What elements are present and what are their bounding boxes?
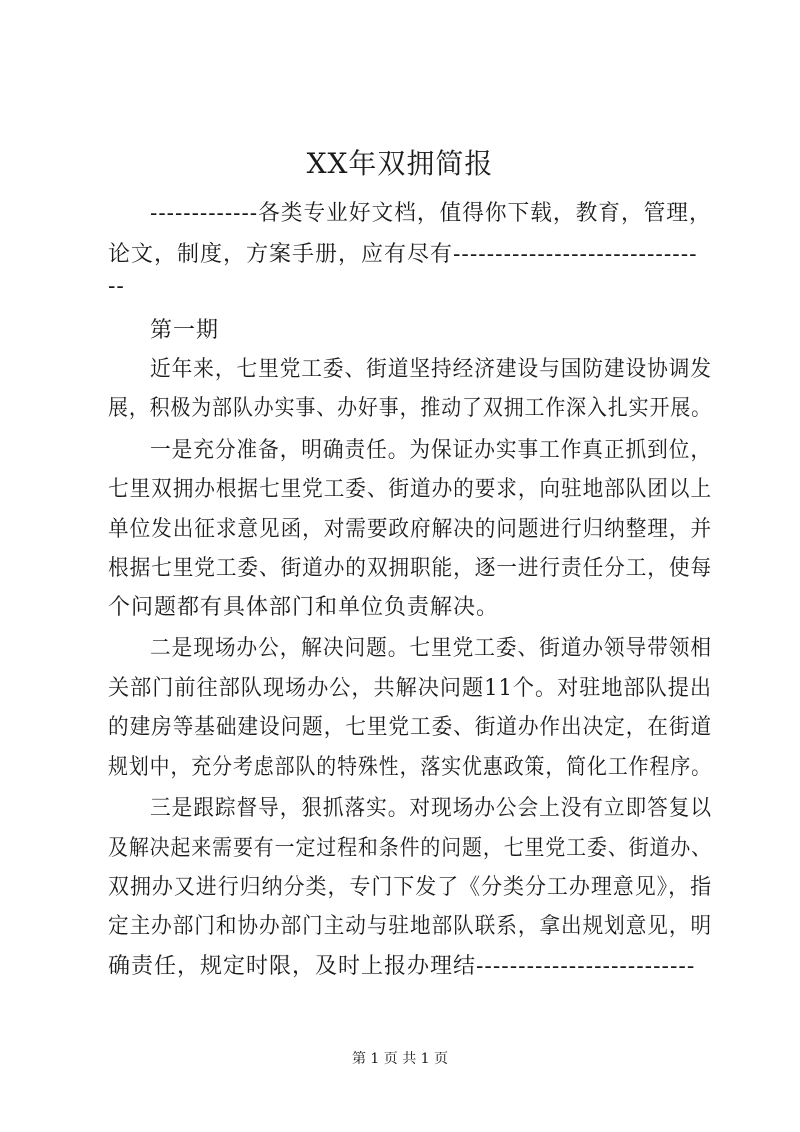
text-line: 定主办部门和协办部门主动与驻地部队联系，拿出规划意见，明 [108,914,713,939]
document-title: XX年双拥简报 [306,147,494,180]
text-line: 关部门前往部队现场办公，共解决问题11个。对驻地部队提出 [108,676,713,701]
section-heading: 第一期 [150,318,220,343]
text-line: 一是充分准备，明确责任。为保证办实事工作真正抓到位， [150,438,713,463]
text-line: 确责任，规定时限，及时上报办理结-------------------------- [108,954,696,979]
text-line: 单位发出征求意见函，对需要政府解决的问题进行归纳整理，并 [108,517,713,542]
text-line: 七里双拥办根据七里党工委、街道办的要求，向驻地部队团以上 [108,477,713,502]
text-line: 双拥办又进行归纳分类，专门下发了《分类分工办理意见》，指 [108,875,713,900]
text-line: 三是跟踪督导，狠抓落实。对现场办公会上没有立即答复以 [150,796,713,821]
page-number-footer: 第 1 页 共 1 页 [351,1051,449,1067]
text-line: 根据七里党工委、街道办的双拥职能，逐一进行责任分工，使每 [108,556,713,581]
text-line: 及解决起来需要有一定过程和条件的问题，七里党工委、街道办、 [108,836,712,861]
text-line: 的建房等基础建设问题，七里党工委、街道办作出决定，在街道 [108,715,713,740]
text-line: 二是现场办公，解决问题。七里党工委、街道办领导带领相 [150,636,713,661]
text-line: -- [108,274,125,299]
text-line: 近年来，七里党工委、街道坚持经济建设与国防建设协调发 [150,357,713,382]
text-line: 规划中，充分考虑部队的特殊性，落实优惠政策，简化工作程序。 [108,755,712,780]
text-line: 个问题都有具体部门和单位负责解决。 [108,595,500,620]
text-line: -------------各类专业好文档，值得你下载，教育，管理， [150,201,712,226]
text-line: 论文，制度，方案手册，应有尽有----------------------------- [108,242,698,267]
text-line: 展，积极为部队办实事、办好事，推动了双拥工作深入扎实开展。 [108,396,712,421]
